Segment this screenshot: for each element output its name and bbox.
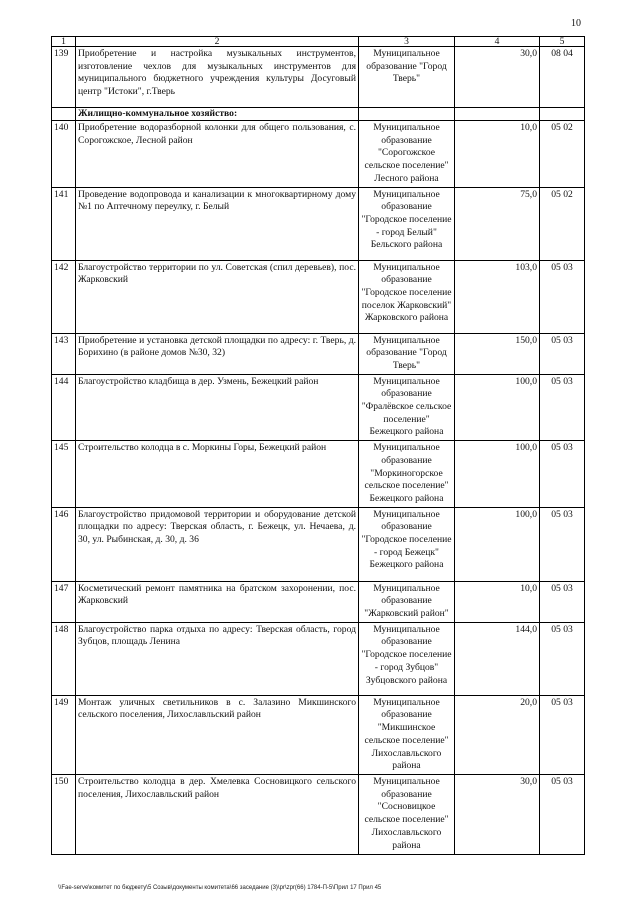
header-col-3: 3 xyxy=(359,37,455,47)
table-row xyxy=(52,507,585,581)
row-number: 142 xyxy=(52,260,76,333)
row-amount: 150,0 xyxy=(455,333,540,374)
row-number: 145 xyxy=(52,441,76,508)
row-amount: 10,0 xyxy=(455,121,540,188)
row-description: Благоустройство парка отдыха по адресу: Тверская область, город Зубцов, площадь Ленина xyxy=(76,622,359,695)
row-recipient: Муниципальное образование "Городское поселение поселок Жарковский" Жарковского района xyxy=(359,260,455,333)
row-description: Приобретение водоразборной колонки для общего пользования, с. Сорогожское, Лесной район xyxy=(76,121,359,188)
row-description: Приобретение и установка детской площадки по адресу: г. Тверь, д. Борихино (в районе домов №30, 32) xyxy=(76,333,359,374)
section-empty-cell xyxy=(540,108,585,121)
row-code: 05 03 xyxy=(540,774,585,854)
row-code: 05 03 xyxy=(540,581,585,622)
row-recipient: Муниципальное образование "Городское поселение - город Бежецк" Бежецкого района xyxy=(359,507,455,581)
section-title: Жилищно-коммунальное хозяйство: xyxy=(76,108,359,121)
row-description: Благоустройство территории по ул. Советская (спил деревьев), пос. Жарковский xyxy=(76,260,359,333)
row-description: Благоустройство кладбища в дер. Узмень, Бежецкий район xyxy=(76,374,359,441)
file-path-footer: \\Fae-serve\комитет по бюджету\5 Созыв\документы комитета\66 заседание (3)\pr\zpr(66) 1784-П-5\Прил 17 Прил 45 xyxy=(58,885,382,891)
row-recipient: Муниципальное образование "Моркиногорское сельское поселение" Бежецкого района xyxy=(359,441,455,508)
table-row xyxy=(52,774,585,854)
row-description: Проведение водопровода и канализации к многоквартирному дому №1 по Аптечному переулку, г. Белый xyxy=(76,187,359,260)
header-col-1: 1 xyxy=(52,37,76,47)
section-empty-cell xyxy=(359,108,455,121)
row-amount: 10,0 xyxy=(455,581,540,622)
row-amount: 100,0 xyxy=(455,507,540,581)
table-row xyxy=(52,121,585,188)
row-amount: 30,0 xyxy=(455,774,540,854)
row-recipient: Муниципальное образование "Город Тверь" xyxy=(359,333,455,374)
row-number: 150 xyxy=(52,774,76,854)
row-code: 05 03 xyxy=(540,374,585,441)
row-number: 148 xyxy=(52,622,76,695)
row-code: 05 02 xyxy=(540,187,585,260)
table-row xyxy=(52,374,585,441)
table-row xyxy=(52,187,585,260)
row-description: Строительство колодца в с. Моркины Горы, Бежецкий район xyxy=(76,441,359,508)
row-code: 05 03 xyxy=(540,441,585,508)
row-number: 143 xyxy=(52,333,76,374)
row-description: Косметический ремонт памятника на братском захоронении, пос. Жарковский xyxy=(76,581,359,622)
table-row xyxy=(52,260,585,333)
row-code: 05 02 xyxy=(540,121,585,188)
row-amount: 144,0 xyxy=(455,622,540,695)
column-number-header xyxy=(52,37,585,47)
row-description: Строительство колодца в дер. Хмелевка Сосновицкого сельского поселения, Лихославльский район xyxy=(76,774,359,854)
header-col-5: 5 xyxy=(540,37,585,47)
row-recipient: Муниципальное образование "Микшинское сельское поселение" Лихославльского района xyxy=(359,695,455,774)
row-code: 05 03 xyxy=(540,333,585,374)
section-number-cell xyxy=(52,108,76,121)
table-row xyxy=(52,47,585,108)
row-number: 147 xyxy=(52,581,76,622)
row-recipient: Муниципальное образование "Жарковский район" xyxy=(359,581,455,622)
header-col-4: 4 xyxy=(455,37,540,47)
row-description: Приобретение и настройка музыкальных инструментов, изготовление чехлов для музыкальных инструментов для муниципального бюджетного учреждения культуры Досуговый центр "Истоки", г.Тверь xyxy=(76,47,359,108)
row-recipient: Муниципальное образование "Городское поселение - город Белый" Бельского района xyxy=(359,187,455,260)
row-number: 139 xyxy=(52,47,76,108)
row-code: 05 03 xyxy=(540,260,585,333)
row-number: 149 xyxy=(52,695,76,774)
budget-allocation-table xyxy=(51,36,585,855)
row-amount: 100,0 xyxy=(455,441,540,508)
row-amount: 75,0 xyxy=(455,187,540,260)
row-code: 05 03 xyxy=(540,507,585,581)
row-recipient: Муниципальное образование "Городское поселение - город Зубцов" Зубцовского района xyxy=(359,622,455,695)
page-number: 10 xyxy=(571,18,581,29)
row-description: Благоустройство придомовой территории и оборудование детской площадки по адресу: Тверская область, г. Бежецк, ул. Нечаева, д. 30, ул. Рыбинская, д. 30, д. 36 xyxy=(76,507,359,581)
row-code: 08 04 xyxy=(540,47,585,108)
row-amount: 20,0 xyxy=(455,695,540,774)
row-recipient: Муниципальное образование "Город Тверь" xyxy=(359,47,455,108)
table-row xyxy=(52,695,585,774)
row-recipient: Муниципальное образование "Сосновицкое сельское поселение" Лихославльского района xyxy=(359,774,455,854)
row-code: 05 03 xyxy=(540,622,585,695)
row-code: 05 03 xyxy=(540,695,585,774)
row-recipient: Муниципальное образование "Сорогожское сельское поселение" Лесного района xyxy=(359,121,455,188)
table-row xyxy=(52,333,585,374)
row-amount: 103,0 xyxy=(455,260,540,333)
row-amount: 30,0 xyxy=(455,47,540,108)
row-number: 144 xyxy=(52,374,76,441)
row-number: 140 xyxy=(52,121,76,188)
header-col-2: 2 xyxy=(76,37,359,47)
row-description: Монтаж уличных светильников в с. Залазино Микшинского сельского поселения, Лихославльский район xyxy=(76,695,359,774)
section-row xyxy=(52,108,585,121)
table-row xyxy=(52,622,585,695)
table-row xyxy=(52,441,585,508)
row-number: 141 xyxy=(52,187,76,260)
row-amount: 100,0 xyxy=(455,374,540,441)
row-recipient: Муниципальное образование "Фралёвское сельское поселение" Бежецкого района xyxy=(359,374,455,441)
row-number: 146 xyxy=(52,507,76,581)
table-row xyxy=(52,581,585,622)
section-empty-cell xyxy=(455,108,540,121)
